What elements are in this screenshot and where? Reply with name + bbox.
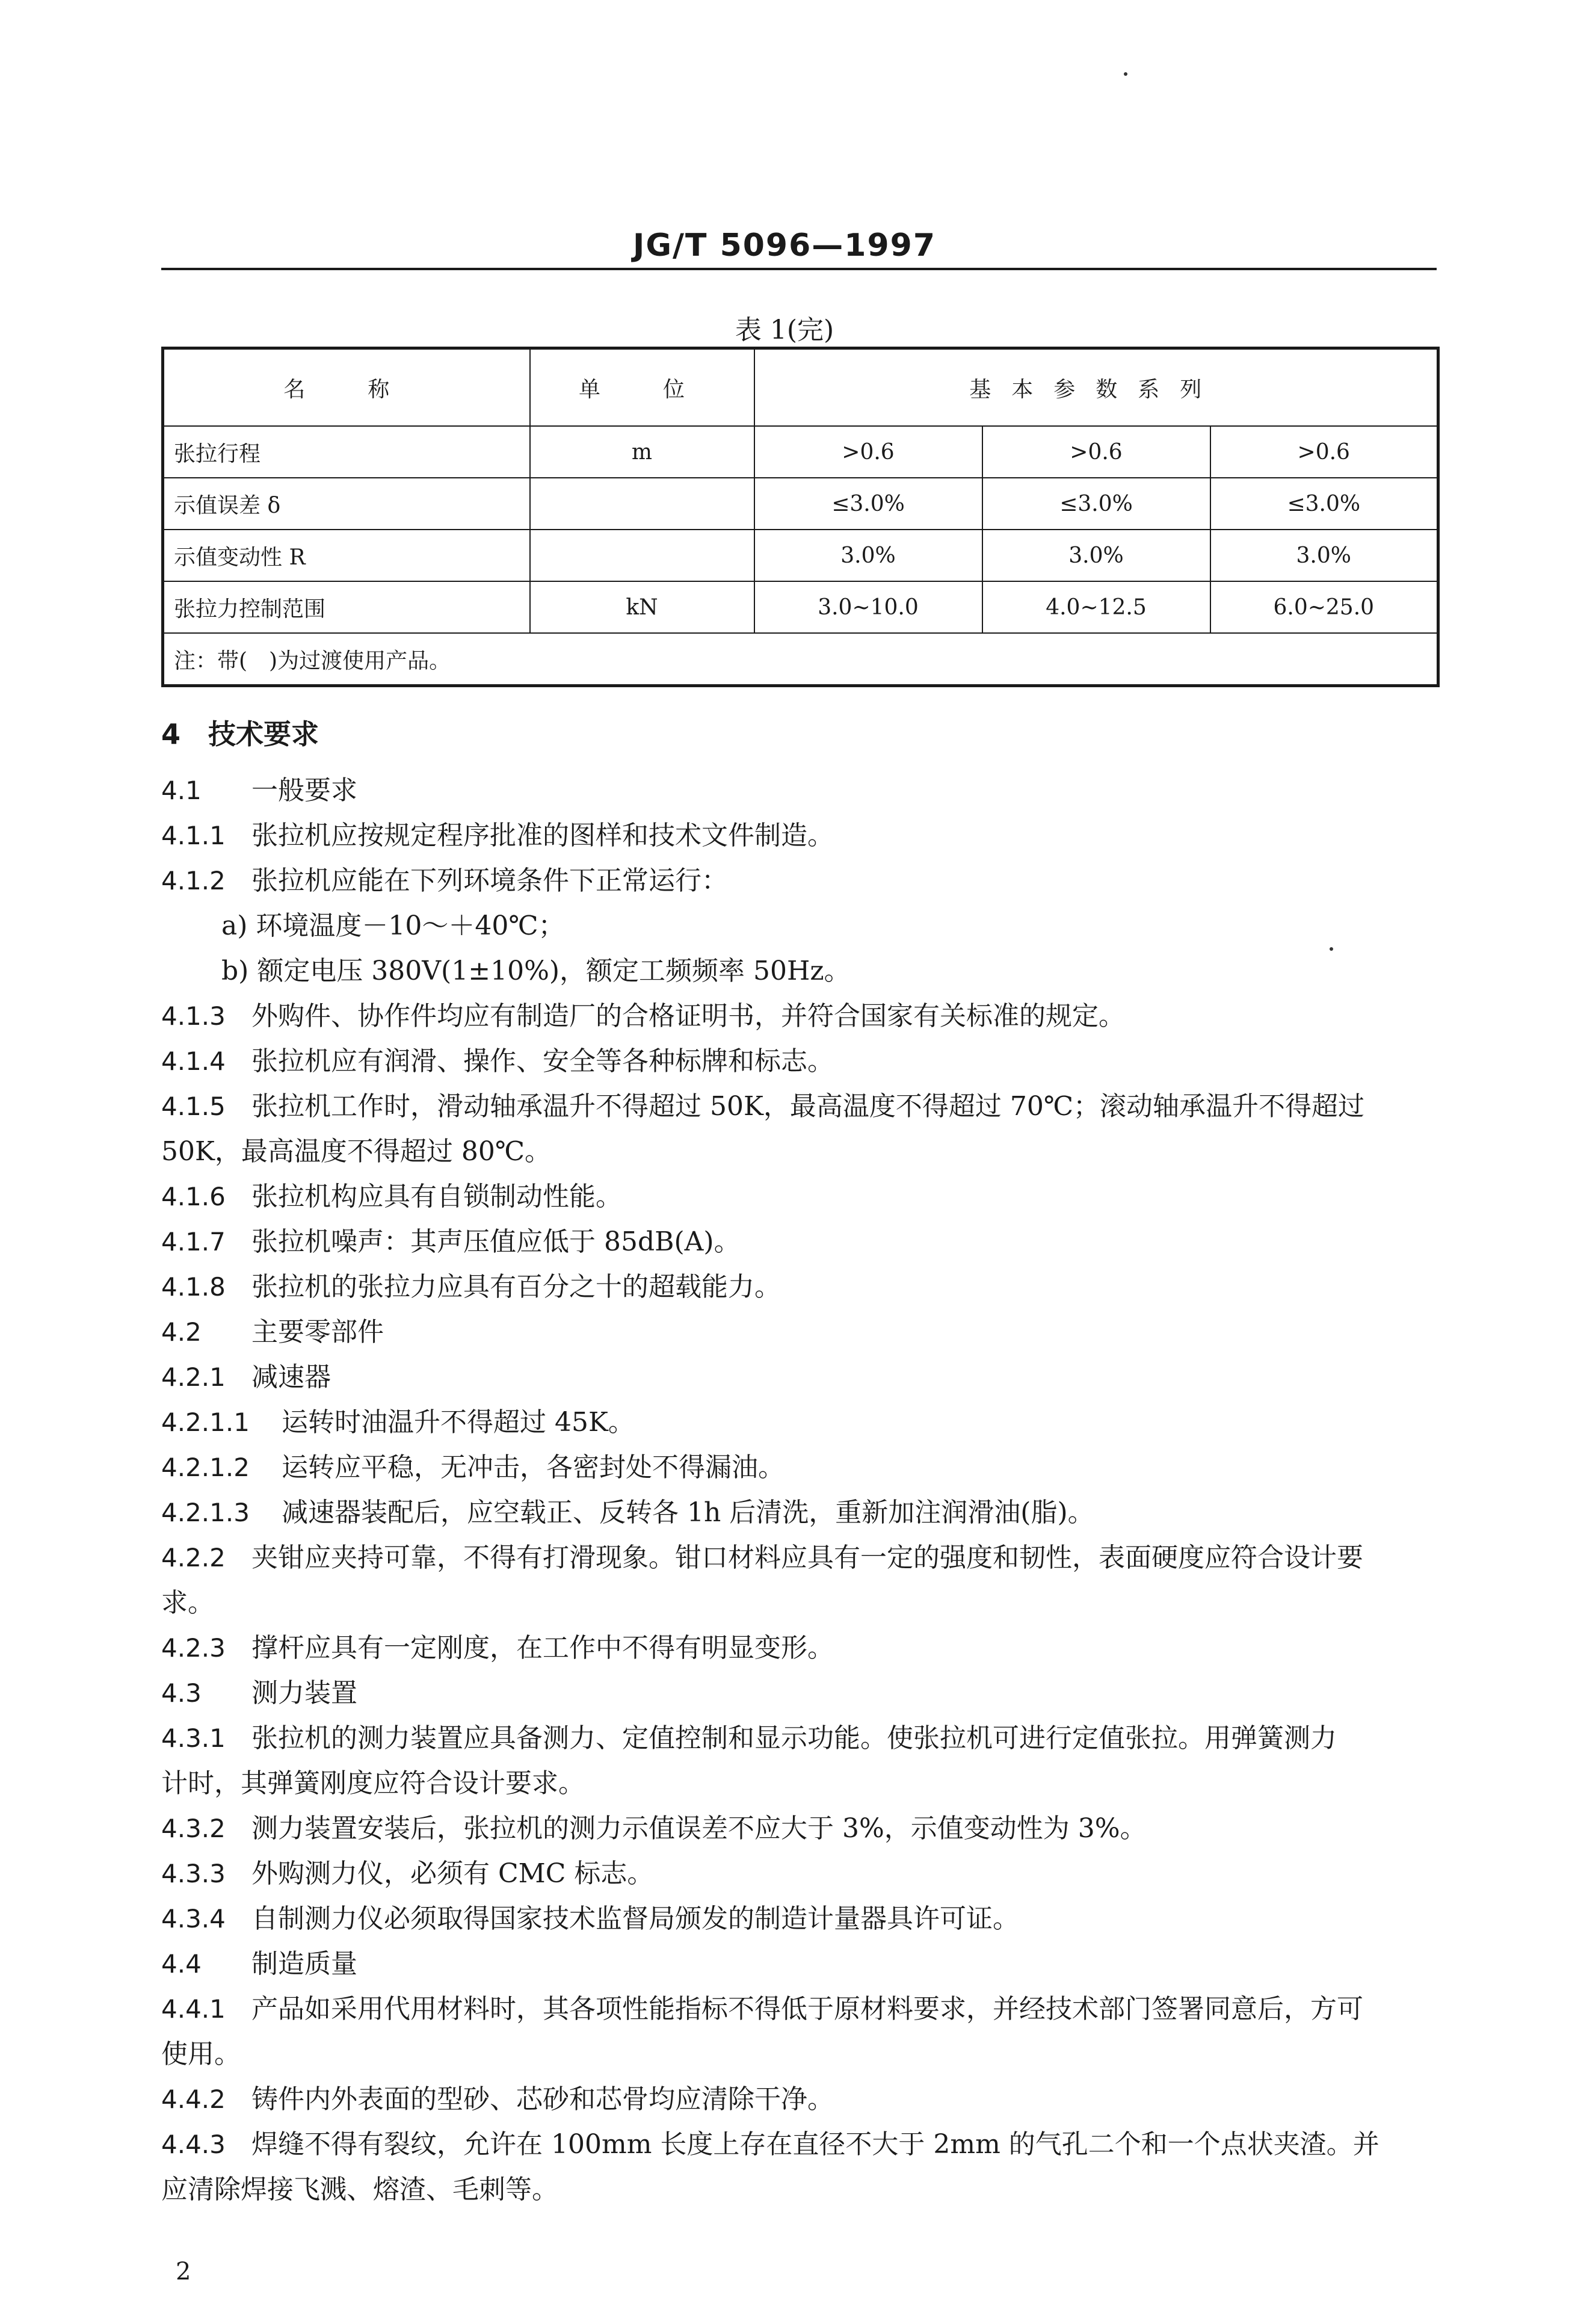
clause-continuation: 使用。	[161, 2039, 241, 2069]
clause-number: 4.1.8	[161, 1272, 226, 1302]
clause-number: 4.2.2	[161, 1543, 226, 1572]
clause-line	[161, 1941, 1437, 1986]
header-rule	[161, 268, 1437, 270]
clause-text: 减速器装配后，应空载正、反转各 1h 后清洗，重新加注润滑油(脂)。	[282, 1497, 1094, 1528]
clause-text: 张拉机工作时，滑动轴承温升不得超过 50K，最高温度不得超过 70℃；滚动轴承温升不得超过	[251, 1091, 1365, 1122]
clause-number: 4.2.3	[161, 1633, 226, 1663]
clause-line	[161, 1174, 1437, 1219]
clause-list	[161, 768, 1437, 2212]
clause-text: 铸件内外表面的型砂、芯砂和芯骨均应清除干净。	[251, 2084, 834, 2115]
clause-continuation: 50K，最高温度不得超过 80℃。	[161, 1136, 552, 1167]
row-value: ≤3.0%	[754, 478, 982, 530]
clause-number: 4.4.3	[161, 2130, 226, 2159]
scan-speck	[1124, 72, 1127, 76]
clause-line	[161, 768, 1437, 813]
clause-text: 主要零部件	[251, 1317, 384, 1347]
clause-number: 4.1.6	[161, 1182, 226, 1211]
standard-code-header: JG/T 5096—1997	[632, 227, 937, 264]
clause-continuation: 求。	[161, 1587, 214, 1618]
clause-line	[161, 1806, 1437, 1851]
clause-number: 4.2	[161, 1317, 202, 1347]
list-item: a) 环境温度－10～＋40℃；	[221, 910, 565, 941]
clause-number: 4.3.2	[161, 1814, 226, 1843]
clause-number: 4.2.1.3	[161, 1498, 250, 1527]
parameter-table	[161, 347, 1440, 687]
clause-text: 运转应平稳，无冲击，各密封处不得漏油。	[282, 1452, 785, 1483]
clause-line	[161, 1625, 1437, 1670]
row-value: >0.6	[754, 426, 982, 478]
clause-text: 张拉机噪声：其声压值应低于 85dB(A)。	[251, 1226, 741, 1257]
row-value: ≤3.0%	[982, 478, 1210, 530]
page-number: 2	[176, 2258, 191, 2285]
clause-text: 自制测力仪必须取得国家技术监督局颁发的制造计量器具许可证。	[251, 1903, 1019, 1934]
clause-number: 4.2.1	[161, 1362, 226, 1392]
clause-number: 4.1.1	[161, 821, 226, 850]
row-name: 张拉行程	[163, 426, 530, 478]
header-unit: 单 位	[530, 348, 754, 427]
clause-line	[161, 1084, 1437, 1129]
clause-text: 张拉机应按规定程序批准的图样和技术文件制造。	[251, 820, 834, 851]
clause-number: 4.2.1.2	[161, 1453, 250, 1482]
clause-text: 撑杆应具有一定刚度，在工作中不得有明显变形。	[251, 1633, 834, 1663]
section-number: 4	[161, 718, 181, 750]
row-value: >0.6	[1210, 426, 1438, 478]
clause-number: 4.4.2	[161, 2084, 226, 2114]
clause-line	[161, 2077, 1437, 2122]
clause-text: 张拉机的张拉力应具有百分之十的超载能力。	[251, 1272, 781, 1302]
clause-line	[161, 1851, 1437, 1896]
header-name: 名 称	[163, 348, 530, 427]
row-value: 3.0%	[754, 530, 982, 581]
row-unit	[530, 478, 754, 530]
section-title: 技术要求	[208, 718, 319, 750]
row-unit: m	[530, 426, 754, 478]
table-row	[163, 426, 1438, 478]
clause-continuation: 计时，其弹簧刚度应符合设计要求。	[161, 1768, 585, 1799]
clause-text: 张拉机应有润滑、操作、安全等各种标牌和标志。	[251, 1046, 834, 1077]
clause-number: 4.4	[161, 1949, 202, 1979]
list-item: b) 额定电压 380V(1±10%)，额定工频频率 50Hz。	[221, 956, 851, 986]
clause-number: 4.3.1	[161, 1723, 226, 1753]
clause-text: 制造质量	[251, 1949, 357, 1979]
clause-line	[161, 1355, 1437, 1400]
row-unit: kN	[530, 581, 754, 633]
clause-text: 张拉机应能在下列环境条件下正常运行：	[251, 865, 728, 896]
clause-text: 产品如采用代用材料时，其各项性能指标不得低于原材料要求，并经技术部门签署同意后，方可	[251, 1994, 1363, 2024]
clause-number: 4.1.4	[161, 1046, 226, 1076]
row-value: ≤3.0%	[1210, 478, 1438, 530]
table-note-row	[163, 633, 1438, 686]
header-series: 基本参数系列	[754, 348, 1438, 427]
clause-number: 4.1.5	[161, 1092, 226, 1121]
table-row	[163, 478, 1438, 530]
clause-text: 外购测力仪，必须有 CMC 标志。	[251, 1858, 654, 1889]
clause-number: 4.1.3	[161, 1001, 226, 1031]
row-value: 6.0~25.0	[1210, 581, 1438, 633]
row-value: >0.6	[982, 426, 1210, 478]
clause-text: 张拉机构应具有自锁制动性能。	[251, 1181, 622, 1212]
clause-number: 4.1.2	[161, 866, 226, 895]
row-value: 4.0~12.5	[982, 581, 1210, 633]
clause-text: 减速器	[251, 1362, 331, 1392]
clause-text: 一般要求	[251, 775, 357, 806]
clause-number: 4.1.7	[161, 1227, 226, 1256]
clause-text: 夹钳应夹持可靠，不得有打滑现象。钳口材料应具有一定的强度和韧性，表面硬度应符合设计要	[251, 1542, 1363, 1573]
section-heading	[161, 712, 1437, 757]
clause-line	[161, 1670, 1437, 1716]
clause-number: 4.3.4	[161, 1904, 226, 1933]
clause-text: 外购件、协作件均应有制造厂的合格证明书，并符合国家有关标准的规定。	[251, 1001, 1125, 1031]
clause-line	[161, 813, 1437, 858]
clause-line	[161, 1896, 1437, 1941]
clause-text: 运转时油温升不得超过 45K。	[282, 1407, 635, 1438]
clause-number: 4.4.1	[161, 1994, 226, 2024]
clause-line	[161, 1535, 1437, 1580]
clause-text: 测力装置	[251, 1678, 357, 1708]
clause-line	[161, 1400, 1437, 1445]
clause-number: 4.3	[161, 1678, 202, 1708]
row-value: 3.0%	[982, 530, 1210, 581]
table-note: 注：带( )为过渡使用产品。	[163, 633, 1438, 686]
clause-number: 4.1	[161, 776, 202, 805]
clause-line	[161, 994, 1437, 1039]
clause-line	[161, 1986, 1437, 2032]
clause-line	[161, 1490, 1437, 1535]
row-unit	[530, 530, 754, 581]
clause-line	[161, 1264, 1437, 1309]
clause-line	[161, 2122, 1437, 2167]
table-header-row	[163, 348, 1438, 427]
row-value: 3.0%	[1210, 530, 1438, 581]
clause-line	[161, 1445, 1437, 1490]
clause-line	[161, 858, 1437, 903]
table-title: 表 1(完)	[735, 315, 834, 345]
clause-text: 测力装置安装后，张拉机的测力示值误差不应大于 3%，示值变动性为 3%。	[251, 1813, 1147, 1844]
clause-line	[161, 1309, 1437, 1355]
clause-line	[161, 1219, 1437, 1264]
row-value: 3.0~10.0	[754, 581, 982, 633]
table-row	[163, 581, 1438, 633]
clause-text: 焊缝不得有裂纹，允许在 100mm 长度上存在直径不大于 2mm 的气孔二个和一个点状夹渣。并	[251, 2129, 1379, 2160]
clause-number: 4.2.1.1	[161, 1408, 250, 1437]
row-name: 示值误差 δ	[163, 478, 530, 530]
table-row	[163, 530, 1438, 581]
clause-continuation: 应清除焊接飞溅、熔渣、毛刺等。	[161, 2174, 558, 2205]
row-name: 示值变动性 R	[163, 530, 530, 581]
body-text	[161, 712, 1437, 2212]
clause-text: 张拉机的测力装置应具备测力、定值控制和显示功能。使张拉机可进行定值张拉。用弹簧测力	[251, 1723, 1337, 1754]
clause-line	[161, 1716, 1437, 1761]
clause-line	[161, 1039, 1437, 1084]
clause-number: 4.3.3	[161, 1859, 226, 1888]
row-name: 张拉力控制范围	[163, 581, 530, 633]
